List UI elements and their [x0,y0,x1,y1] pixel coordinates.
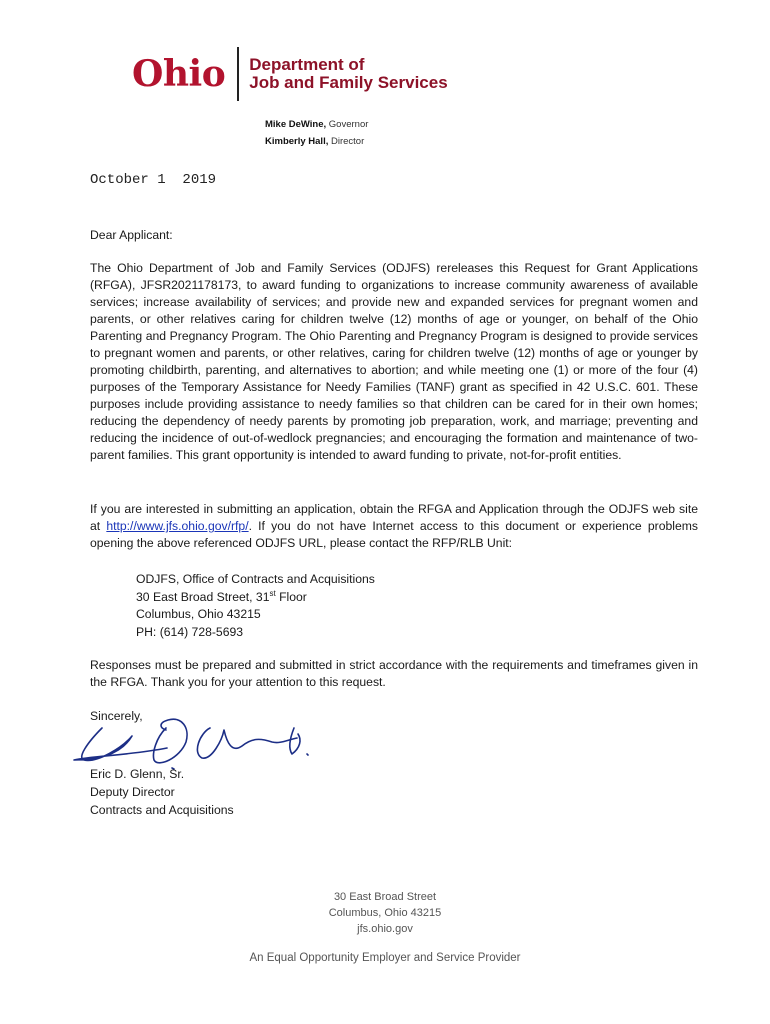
director-title: Director [331,136,365,147]
governor-name: Mike DeWine, [265,119,327,130]
paragraph-instructions-post: . If you do not have Internet access to this document or experience problems opening the above referenced ODJFS URL, please contact the RFP/RLB Unit: [90,519,698,550]
contact-address [136,571,375,641]
letterhead [132,44,448,104]
governor-line [265,116,368,133]
address-street-sup: st [269,588,276,598]
address-street [136,589,375,607]
footer-address [0,889,770,937]
paragraph-requirements: Responses must be prepared and submitted in strict accordance with the requirements and timeframes given in the RFGA. Thank you for your attention to this request. [90,658,698,689]
officials-list [265,116,368,150]
address-city: Columbus, Ohio 43215 [136,607,261,621]
signer-title: Deputy Director [90,785,175,799]
footer-eoe-statement: An Equal Opportunity Employer and Service Provider [249,952,521,964]
department-name-line2: Job and Family Services [249,73,448,92]
signature-block [90,765,234,819]
closing: Sincerely, [90,709,143,723]
footer-website: jfs.ohio.gov [357,923,413,935]
address-office: ODJFS, Office of Contracts and Acquisitions [136,572,375,586]
ohio-logo: Ohio [132,53,226,95]
paragraph-instructions [90,501,698,552]
rfp-link[interactable]: http://www.jfs.ohio.gov/rfp/ [106,519,249,533]
paragraph-instructions-pre: If you are interested in submitting an application, obtain the RFGA and Application through the ODJFS web site at [90,502,698,533]
letterhead-divider [237,47,239,101]
footer-city: Columbus, Ohio 43215 [328,907,442,919]
footer-street: 30 East Broad Street [333,891,437,903]
department-name-line1: Department of [249,55,365,74]
salutation: Dear Applicant: [90,228,173,242]
address-street-floor: Floor [275,589,307,604]
letter-date: October 1 2019 [90,172,217,188]
governor-title: Governor [328,119,369,130]
department-name [249,56,447,92]
address-phone: PH: (614) 728-5693 [136,624,244,639]
address-street-text: 30 East Broad Street, 31 [136,589,270,604]
signer-office: Contracts and Acquisitions [90,803,234,817]
director-line [265,133,368,150]
signer-name: Eric D. Glenn, Sr. [90,767,185,781]
paragraph-intro: The Ohio Department of Job and Family Services (ODJFS) rereleases this Request for Grant Applications (RFGA), JFSR2021178173, to award funding to organizations to increase community awareness of available services; increase availability of services; and provide new and expanded services for pregnant women and parents, or other relatives caring for children twelve (12) months of age or younger, on behalf of the Ohio Parenting and Pregnancy Program. The Ohio Parenting and Pregnancy Program is designed to provide services to pregnant women and parents, or other relatives, caring for children twelve (12) months of age or younger by promoting childbirth, parenting, and alternatives to abortion; and while meeting one (1) or more of the four (4) purposes of the Temporary Assistance for Needy Families (TANF) grant as specified in 42 U.S.C. 601. These purposes include providing assistance to needy families so that children can be cared for in their own homes; reducing the dependency of needy parents by promoting job preparation, work, and marriage; preventing and reducing the incidence of out-of-wedlock pregnancies; and encouraging the formation and maintenance of two-parent families. This grant opportunity is intended to award funding to private, not-for-profit entities. [90,261,698,462]
director-name: Kimberly Hall, [265,136,329,147]
